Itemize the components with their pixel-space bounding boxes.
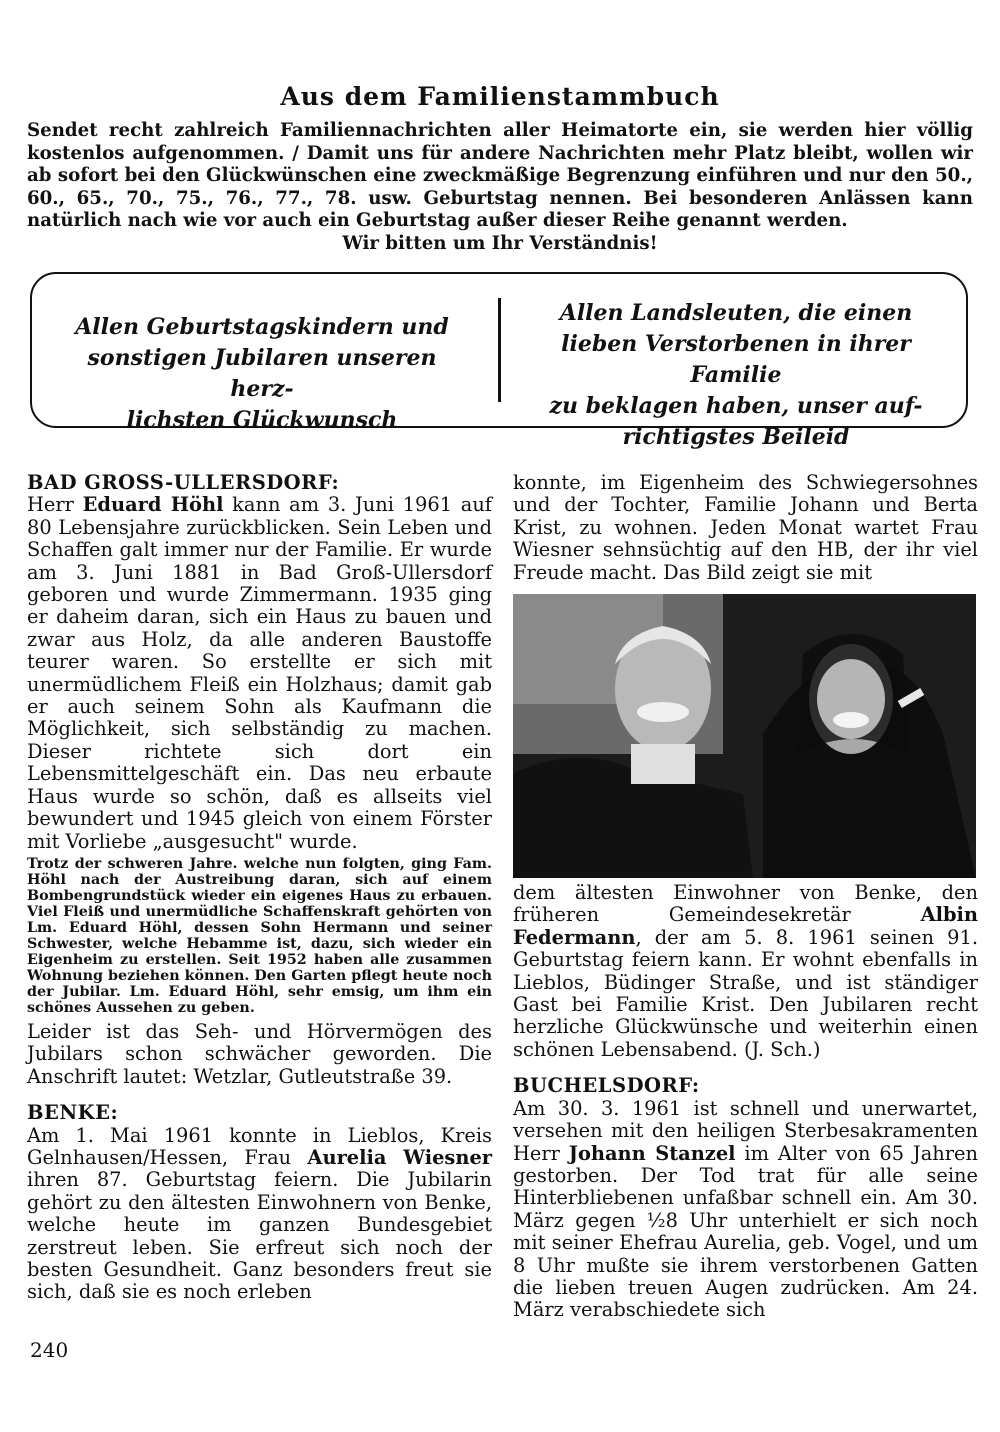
text-run: Herr	[27, 493, 83, 517]
person-name: Albin Federmann	[513, 903, 978, 949]
notice-closing: Wir bitten um Ihr Verständnis!	[342, 232, 658, 254]
text-run: im Alter von 65 Jahren gestorben. Der Tod trat für alle seine Hinterbliebenen unfaßbar schnell ein. Am 30. März gegen ½8 Uhr unterhielt er sich noch mit seiner Ehefrau Aurelia, geb. Vogel, und um 8 Uhr mußte sie ihrem verstorbenen Gatten die lieben treuen Augen zudrücken. Am 24. März verabschiedete sich	[513, 1141, 978, 1322]
article-paragraph: Leider ist das Seh- und Hörvermögen des Jubilars schon schwächer geworden. Die Anschrift lautet: Wetzlar, Gutleutstraße 39.	[27, 1019, 492, 1088]
text-run: Am 30. 3. 1961 ist schnell und unerwartet, versehen mit den heiligen Sterbesakramenten Herr	[513, 1096, 978, 1165]
birthday-line: Allen Geburtstagskindern und	[75, 314, 449, 340]
notice-body: Sendet recht zahlreich Familiennachrichten aller Heimatorte ein, sie werden hier völlig kostenlos aufgenommen. / Damit uns für andere Nachrichten mehr Platz bleibt, wollen wir ab sofort bei den Glückwünschen eine zweckmäßige Begrenzung einführen und nur den 50., 60., 65., 70., 75., 76., 77., 78. usw. Geburtstag nennen. Bei besonderen Anlässen kann natürlich nach wie vor auch ein Geburtstag außer dieser Reihe genannt werden.	[27, 120, 973, 231]
page-title: Aus dem Familienstammbuch	[280, 82, 720, 111]
section-heading-benke: BENKE:	[27, 1101, 119, 1125]
article-paragraph: konnte, im Eigenheim des Schwiegersohnes und der Tochter, Familie Johann und Berta Krist, zu wohnen. Jeden Monat wartet Frau Wiesner sehnsüchtig auf den HB, der ihr viel Freude macht. Das Bild zeigt sie mit	[513, 471, 978, 584]
condolence-greeting	[536, 298, 936, 453]
text-run: kann am 3. Juni 1961 auf 80 Lebensjahre zurückblicken. Sein Leben und Schaffen galt immer nur der Familie. Er wurde am 3. Juni 1881 in Bad Groß-Ullersdorf geboren und wurde Zimmermann. 1935 ging er daheim daran, sich ein Haus zu bauen und zwar aus Holz, da alle anderen Baustoffe teurer waren. So erstellte er sich mit unermüdlichem Fleiß ein Holzhaus; damit gab er auch seinem Sohn als Kaufmann die Möglichkeit, sich selbständig zu machen. Dieser richtete sich dort ein Lebensmittelgeschäft ein. Das neu erbaute Haus wurde so schön, daß es allseits viel bewundert und 1945 gleich von einem Förster mit Vorliebe „ausgesucht" wurde.	[27, 493, 492, 853]
person-name: Eduard Höhl	[82, 493, 224, 517]
photo-two-elderly-people	[513, 594, 976, 878]
condolence-line: Allen Landsleuten, die einen	[559, 300, 913, 326]
birthday-greeting	[62, 312, 462, 436]
article-paragraph	[513, 1098, 978, 1322]
condolence-line: lieben Verstorbenen in ihrer Familie	[561, 331, 911, 388]
text-run: dem ältesten Einwohner von Benke, den früheren Gemeindesekretär	[513, 881, 978, 927]
text-run: ihren 87. Geburtstag feiern. Die Jubilarin gehört zu den ältesten Einwohnern von Benke, welche heute im ganzen Bundesgebiet zerstreut leben. Sie erfreut sich noch der besten Gesundheit. Ganz besonders freut sie sich, daß sie es noch erleben	[27, 1168, 492, 1304]
article-paragraph	[27, 494, 492, 853]
greetings-box	[30, 272, 968, 450]
article-paragraph-small: Trotz der schweren Jahre. welche nun folgten, ging Fam. Höhl nach der Austreibung daran, sich auf einem Bombengrundstück wieder ein eigenes Haus zu erbauen. Viel Fleiß und unermüdliche Schaffenskraft gehörten von Lm. Eduard Höhl, dessen Sohn Hermann und seiner Schwester, welche Hebamme ist, dazu, sich wieder ein Eigenheim zu erstellen. Seit 1952 haben alle zusammen Wohnung beziehen können. Den Garten pflegt heute noch der Jubilar. Lm. Eduard Höhl, sehr emsig, um ihm ein schönes Aussehen zu geben.	[27, 855, 492, 1016]
article-paragraph	[513, 882, 978, 1061]
birthday-line: sonstigen Jubilaren unseren herz-	[87, 345, 437, 402]
birthday-line: lichsten Glückwunsch	[126, 407, 398, 433]
section-heading-bad-gross-ullersdorf: BAD GROSS-ULLERSDORF:	[27, 471, 340, 494]
text-run: , der am 5. 8. 1961 seinen 91. Geburtstag feiern kann. Er wohnt ebenfalls in Lieblos, Büdinger Straße, und ist ständiger Gast bei Familie Krist. Den Jubilaren recht herzliche Glückwünsche und weiterhin einen schönen Lebensabend. (J. Sch.)	[513, 925, 978, 1061]
section-heading-buchelsdorf: BUCHELSDORF:	[513, 1074, 700, 1098]
condolence-line: zu beklagen haben, unser auf-	[549, 393, 923, 419]
text-run: Am 1. Mai 1961 konnte in Lieblos, Kreis Gelnhausen/Hessen, Frau	[27, 1123, 492, 1169]
article-paragraph	[27, 1125, 492, 1304]
page-number: 240	[30, 1338, 69, 1362]
left-column	[27, 472, 492, 1304]
condolence-line: richtigstes Beileid	[622, 424, 850, 450]
photo-image	[513, 594, 976, 878]
greetings-divider	[498, 298, 501, 402]
editorial-notice	[27, 120, 973, 255]
person-name: Johann Stanzel	[568, 1141, 736, 1165]
right-column	[513, 472, 978, 1322]
person-name: Aurelia Wiesner	[307, 1145, 493, 1169]
